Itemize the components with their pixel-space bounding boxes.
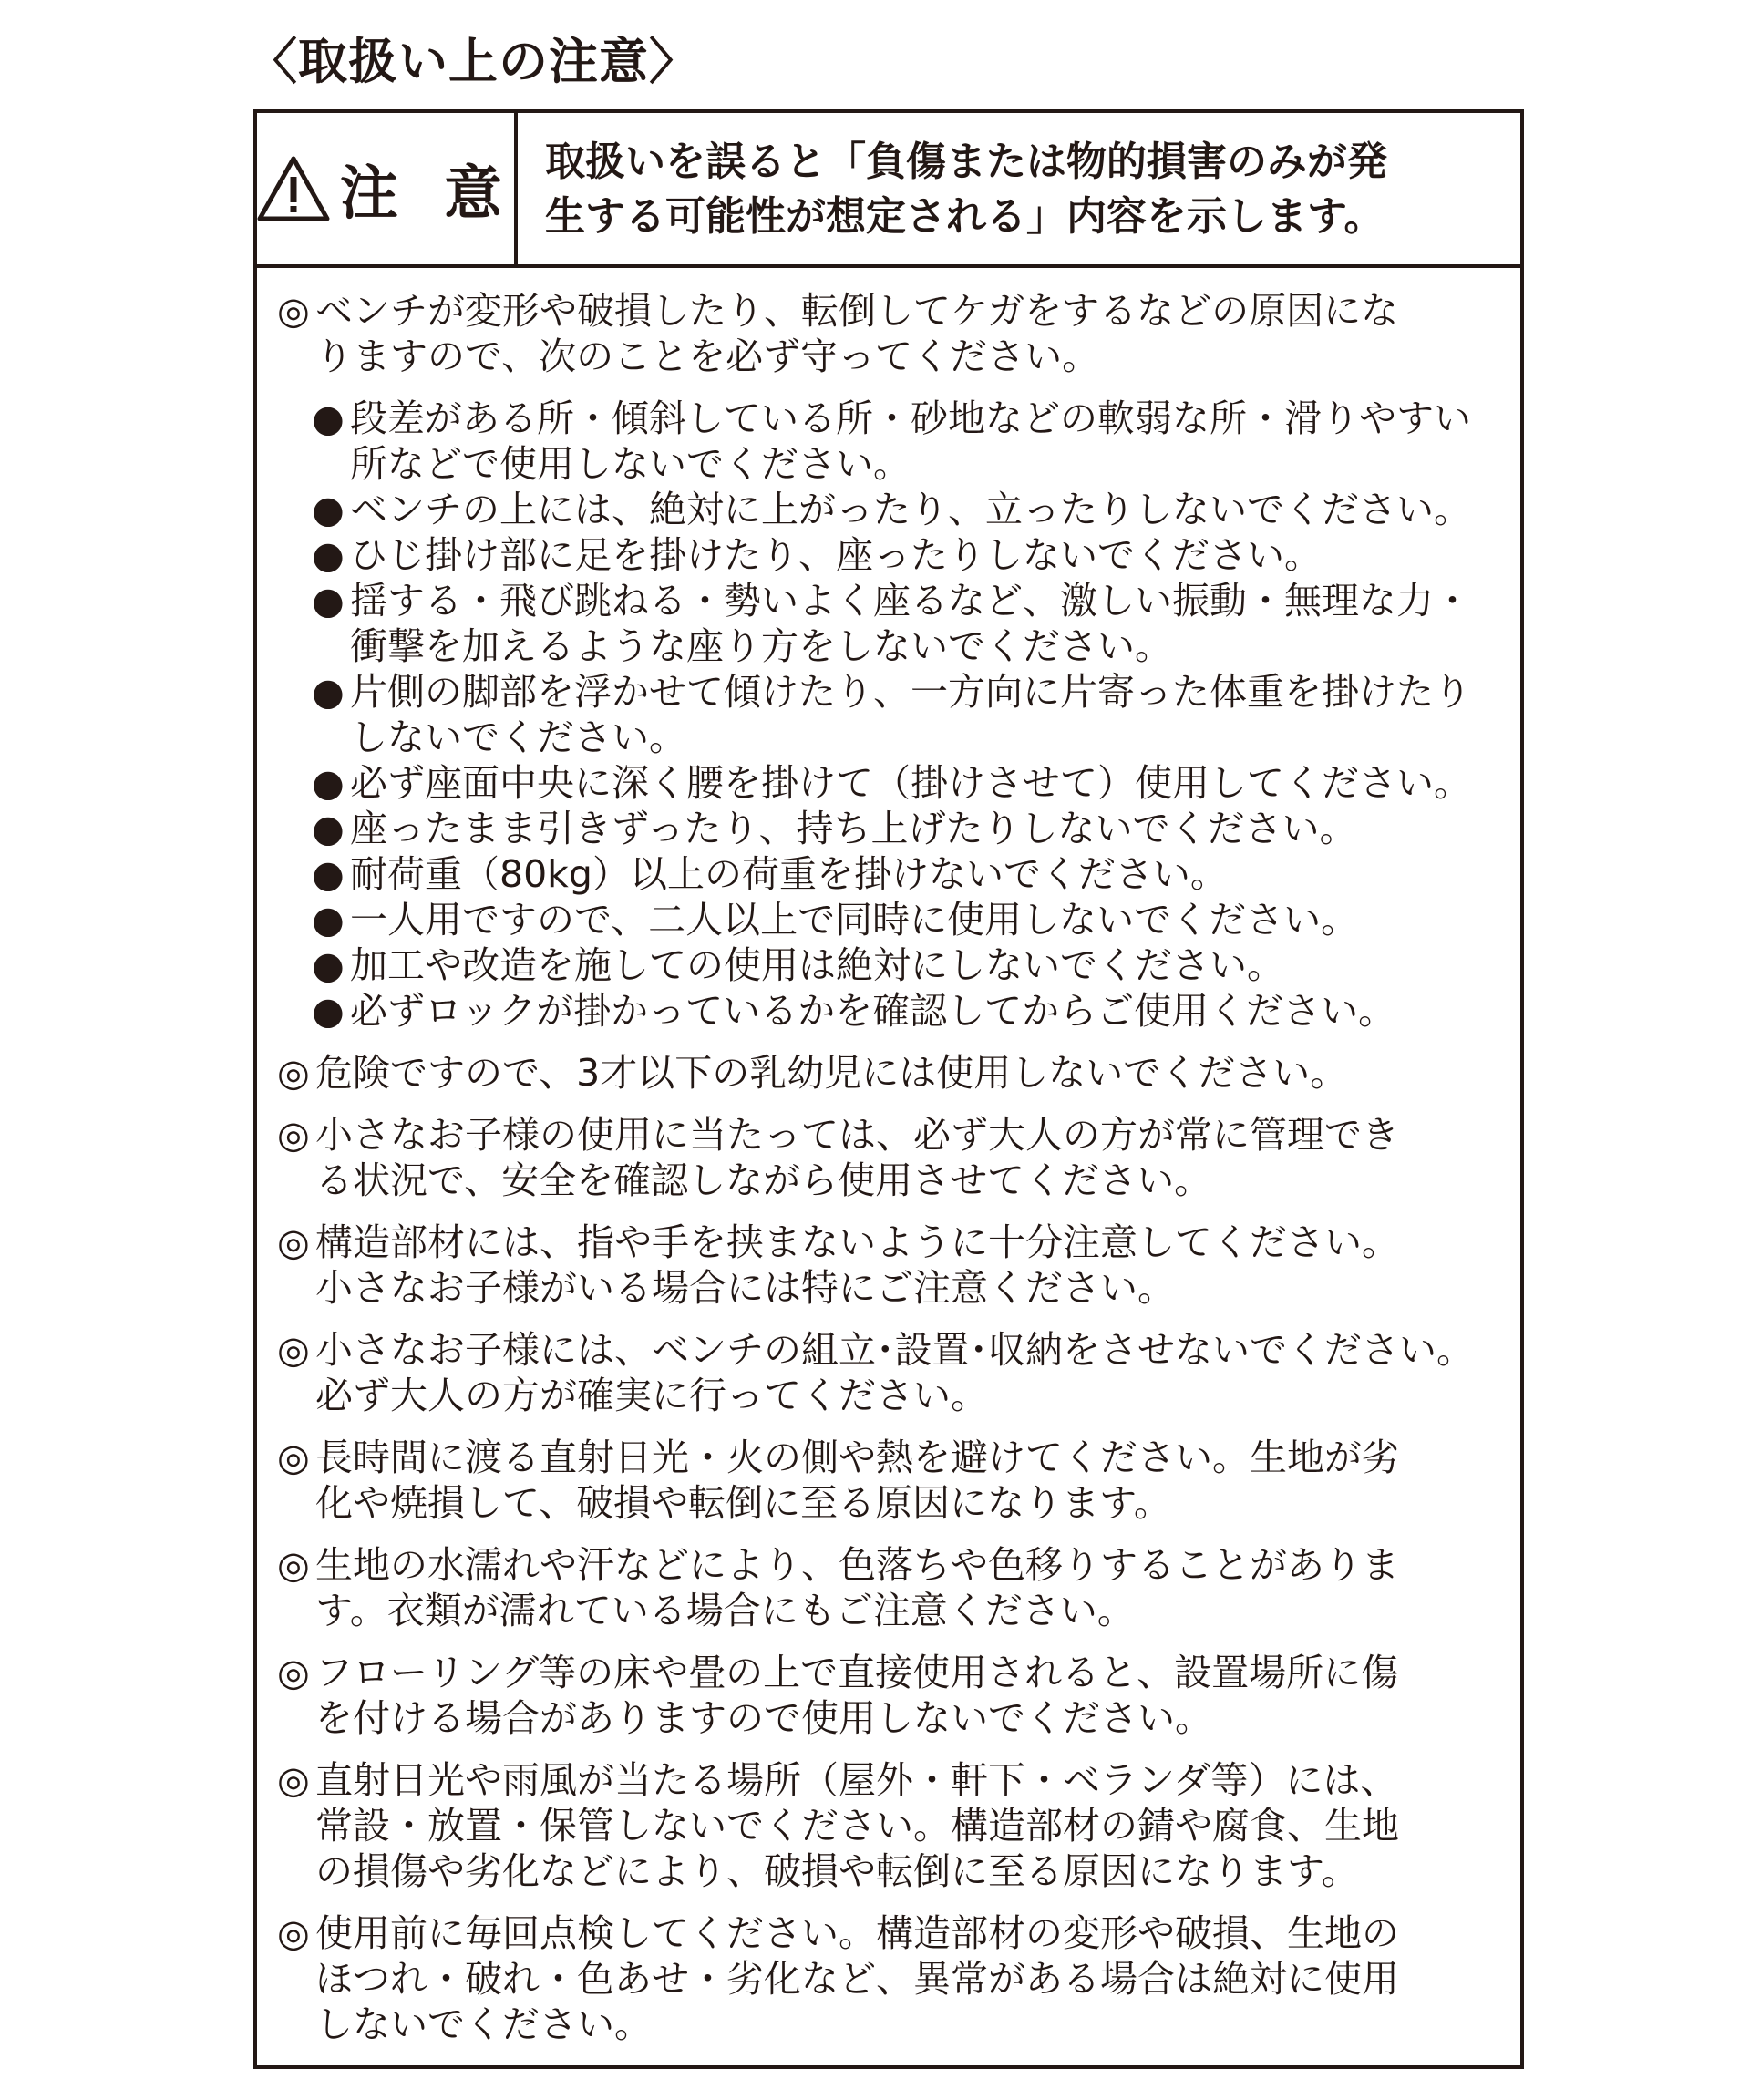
- double-circle-mark: ◎: [277, 1328, 310, 1372]
- bullet-mark: ●: [312, 533, 345, 577]
- bullet-mark: ●: [312, 670, 345, 714]
- caution-label: 注 意: [339, 160, 516, 228]
- caution-box: [253, 109, 1524, 2069]
- caution-description-line: 生する可能性が想定される」内容を示します。: [545, 193, 1385, 240]
- list-item: ◎ 長時間に渡る直射日光・火の側や熱を避けてください。生地が劣 化や焼損して、破損や転倒に至る原因になります。: [277, 1436, 1399, 1525]
- sub-list-item: ● ひじ掛け部に足を掛けたり、座ったりしないでください。: [312, 533, 1322, 577]
- bullet-mark: ●: [312, 761, 345, 805]
- bullet-mark: ●: [312, 898, 345, 942]
- bullet-mark: ●: [312, 989, 345, 1033]
- page-title: 〈取扱い上の注意〉: [248, 33, 699, 90]
- double-circle-mark: ◎: [277, 1436, 310, 1479]
- double-circle-mark: ◎: [277, 289, 310, 333]
- caution-description-line: 取扱いを誤ると「負傷または物的損害のみが発: [545, 139, 1387, 185]
- sub-list-item: ● 座ったまま引きずったり、持ち上げたりしないでください。: [312, 807, 1357, 850]
- caution-description: [518, 113, 1520, 264]
- double-circle-mark: ◎: [277, 1651, 310, 1694]
- bullet-mark: ●: [312, 807, 345, 850]
- sub-list-item: ● 揺する・飛び跳ねる・勢いよく座るなど、激しい振動・無理な力・ 衝撃を加えるような座り方をしないでください。: [312, 579, 1471, 668]
- sub-list-item: ● 加工や改造を施しての使用は絶対にしないでください。: [312, 943, 1284, 987]
- double-circle-mark: ◎: [277, 1543, 310, 1587]
- sub-list-item: ● 一人用ですので、二人以上で同時に使用しないでください。: [312, 898, 1359, 942]
- bullet-mark: ●: [312, 852, 345, 896]
- list-item: ◎ 小さなお子様の使用に当たっては、必ず大人の方が常に管理でき る状況で、安全を確認しながら使用させてください。: [277, 1113, 1399, 1202]
- list-item: ◎ 生地の水濡れや汗などにより、色落ちや色移りすることがありま す。衣類が濡れている場合にもご注意ください。: [277, 1543, 1399, 1632]
- bullet-mark: ●: [312, 943, 345, 987]
- sub-list-item: ● 段差がある所・傾斜している所・砂地などの軟弱な所・滑りやすい 所などで使用しないでください。: [312, 396, 1471, 486]
- caution-header: [257, 113, 1520, 268]
- double-circle-mark: ◎: [277, 1051, 310, 1095]
- sub-list-item: ● 片側の脚部を浮かせて傾けたり、一方向に片寄った体重を掛けたり しないでください。: [312, 670, 1471, 759]
- double-circle-mark: ◎: [277, 1220, 310, 1264]
- list-item: ◎ 直射日光や雨風が当たる場所（屋外・軒下・ベランダ等）には、 常設・放置・保管しないでください。構造部材の錆や腐食、生地 の損傷や劣化などにより、破損や転倒に至る原因になります。: [277, 1758, 1399, 1893]
- list-item: ◎ 使用前に毎回点検してください。構造部材の変形や破損、生地の ほつれ・破れ・色あせ・劣化など、異常がある場合は絶対に使用 しないでください。: [277, 1911, 1399, 2046]
- bullet-mark: ●: [312, 579, 345, 623]
- list-item: ◎ 構造部材には、指や手を挟まないように十分注意してください。 小さなお子様がいる場合には特にご注意ください。: [277, 1220, 1399, 1310]
- double-circle-mark: ◎: [277, 1113, 310, 1157]
- caution-body: [257, 268, 1520, 2065]
- list-item: ◎ ベンチが変形や破損したり、転倒してケガをするなどの原因にな りますので、次のことを必ず守ってください。: [277, 289, 1399, 378]
- sub-list-item: ● 必ずロックが掛かっているかを確認してからご使用ください。: [312, 989, 1396, 1033]
- bullet-mark: ●: [312, 488, 345, 531]
- sub-list: [312, 396, 1498, 1034]
- caution-label-cell: [257, 113, 518, 264]
- sub-list-item: ● ベンチの上には、絶対に上がったり、立ったりしないでください。: [312, 488, 1471, 531]
- sub-list-item: ● 耐荷重（80kg）以上の荷重を掛けないでください。: [312, 852, 1228, 896]
- warning-triangle-icon: [256, 155, 331, 222]
- list-item: ◎ 危険ですので、3才以下の乳幼児には使用しないでください。: [277, 1051, 1348, 1095]
- bullet-mark: ●: [312, 396, 345, 440]
- sub-list-item: ● 必ず座面中央に深く腰を掛けて（掛けさせて）使用してください。: [312, 761, 1471, 805]
- list-item: ◎ フローリング等の床や畳の上で直接使用されると、設置場所に傷 を付ける場合がありますので使用しないでください。: [277, 1651, 1399, 1740]
- double-circle-mark: ◎: [277, 1911, 310, 1955]
- double-circle-mark: ◎: [277, 1758, 310, 1802]
- list-item: ◎ 小さなお子様には、ベンチの組立･設置･収納をさせないでください。 必ず大人の方が確実に行ってください。: [277, 1328, 1474, 1417]
